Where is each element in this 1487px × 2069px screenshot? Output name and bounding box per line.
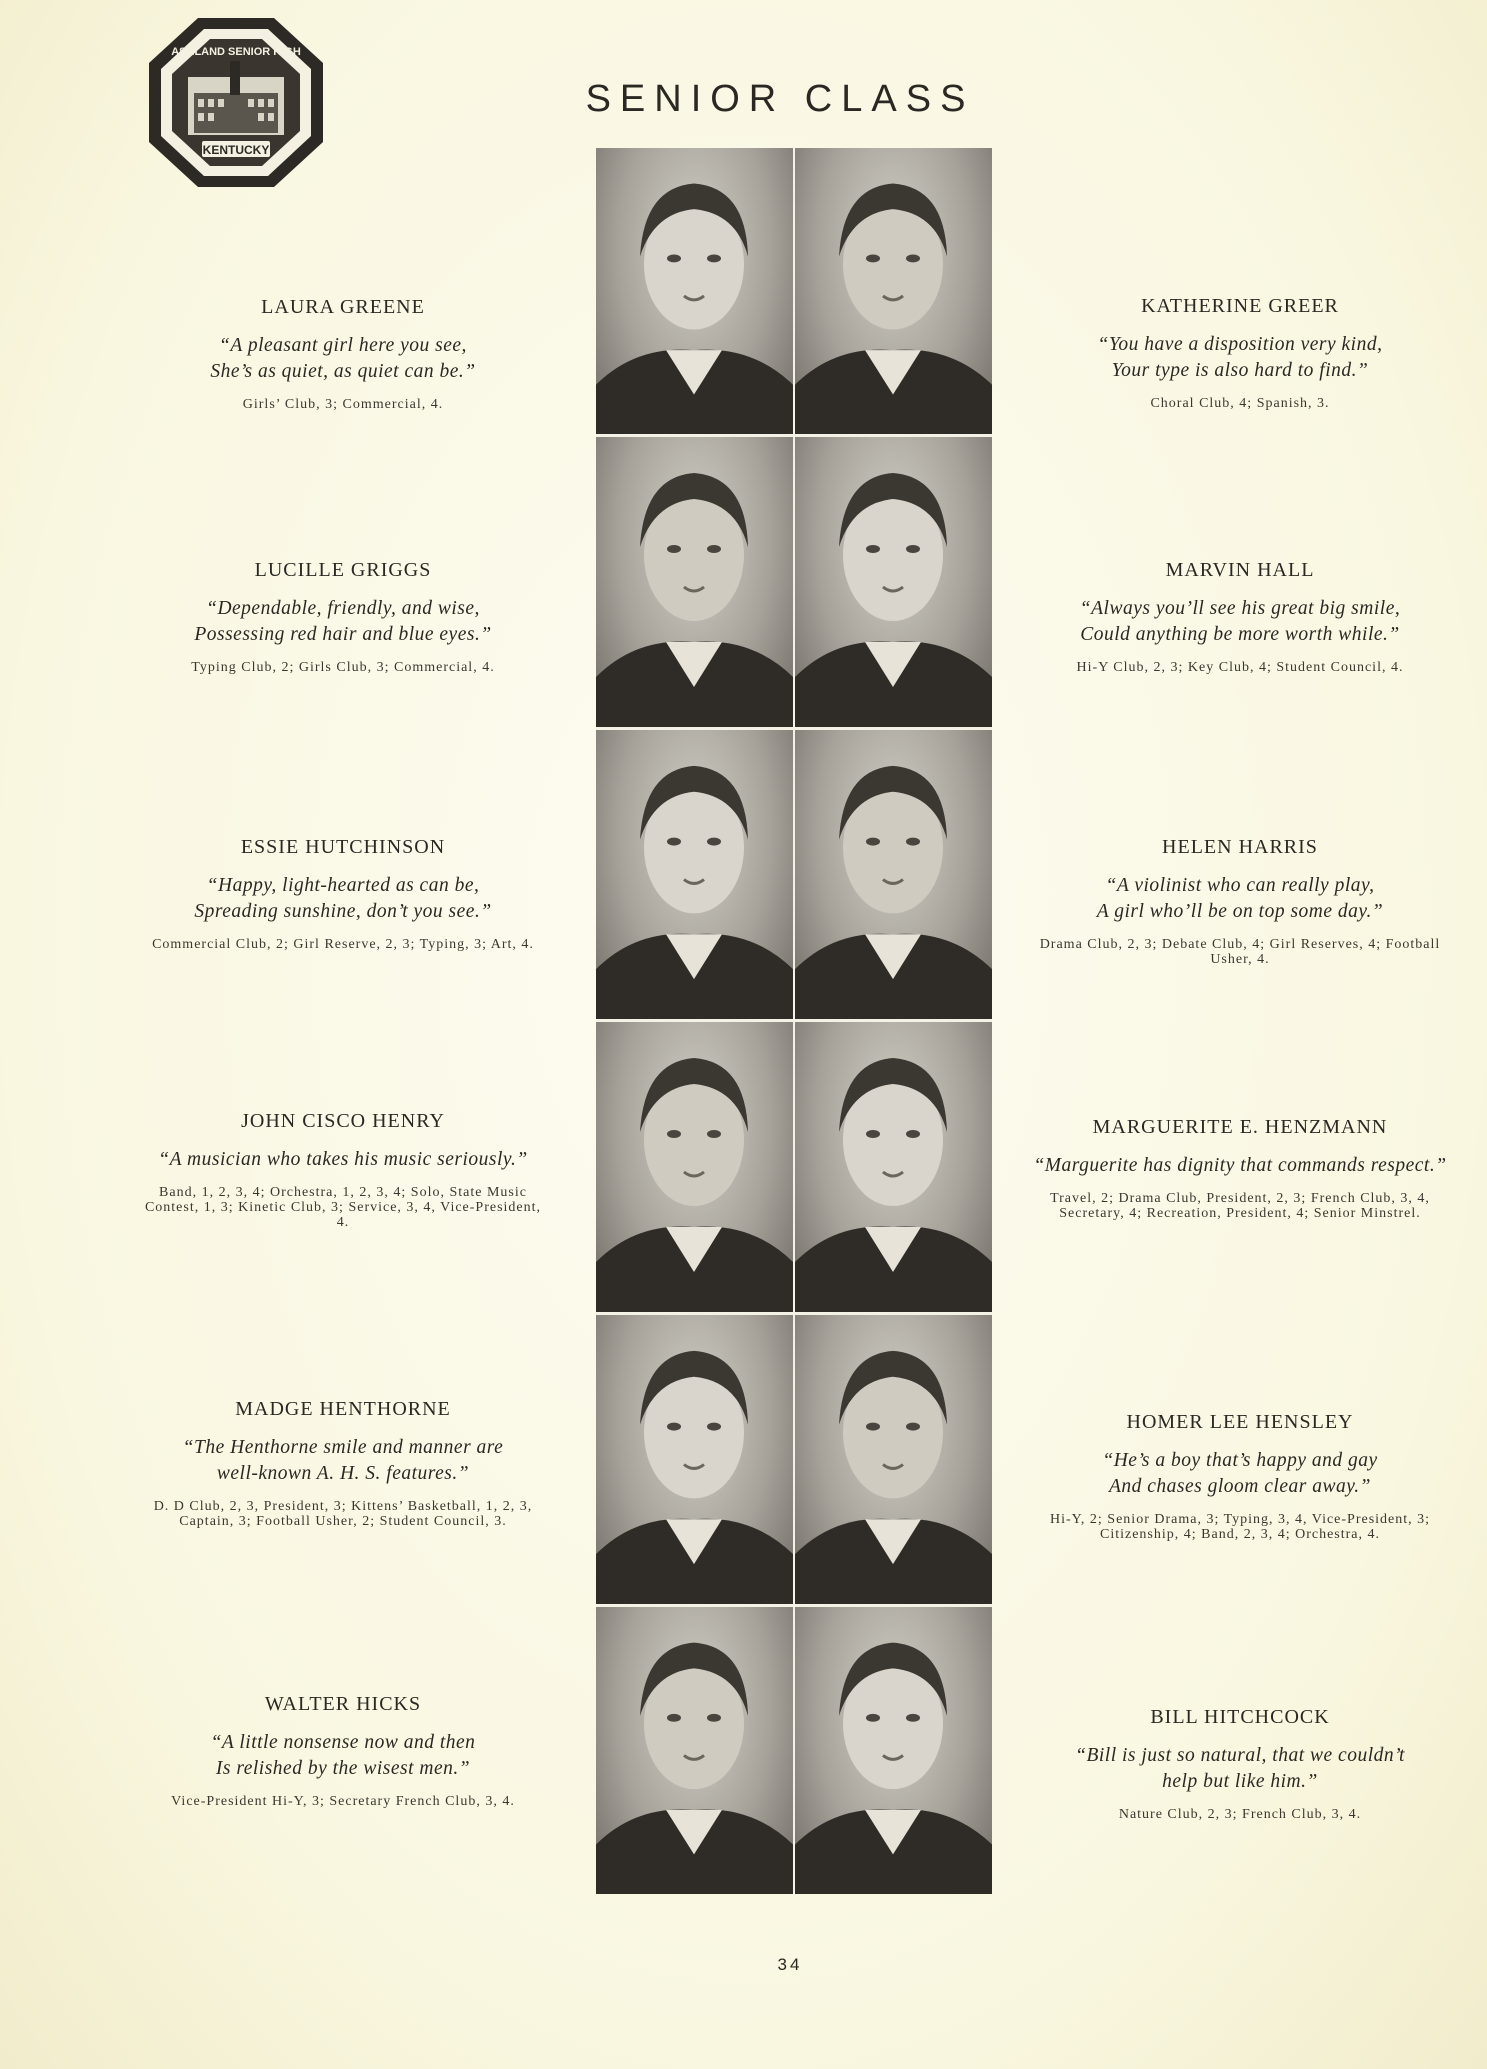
senior-name: MARGUERITE E. HENZMANN	[1092, 1116, 1388, 1138]
senior-quote: “Marguerite has dignity that commands respect.”	[1033, 1155, 1447, 1176]
senior-name: LUCILLE GRIGGS	[254, 559, 432, 581]
portrait-john-cisco-henry	[596, 1022, 793, 1312]
portrait-essie-hutchinson	[596, 730, 793, 1019]
senior-quote: “Happy, light-hearted as can be, Spreading sunshine, don’t you see.”	[194, 875, 492, 922]
portrait-marguerite-henzmann	[795, 1022, 992, 1312]
senior-name: HELEN HARRIS	[1162, 836, 1318, 858]
senior-name: LAURA GREENE	[261, 296, 425, 318]
page-number: 34	[777, 1955, 803, 1974]
portrait-laura-greene	[596, 148, 793, 434]
senior-activities: Vice-President Hi-Y, 3; Secretary French Club, 3, 4.	[171, 1794, 515, 1809]
senior-entry-john-cisco-henry	[133, 1110, 553, 1230]
senior-entry-madge-henthorne	[133, 1398, 553, 1529]
senior-entry-homer-lee-hensley	[1030, 1411, 1450, 1542]
portrait-katherine-greer	[795, 148, 992, 434]
seal-bottom-text: KENTUCKY	[202, 143, 270, 157]
senior-name: WALTER HICKS	[264, 1693, 422, 1715]
school-seal-logo	[146, 15, 326, 190]
senior-quote: “A little nonsense now and then Is relished by the wisest men.”	[210, 1732, 476, 1779]
senior-activities: Travel, 2; Drama Club, President, 2, 3; French Club, 3, 4, Secretary, 4; Recreation, President, 4; Senior Minstrel.	[1050, 1191, 1430, 1221]
senior-activities: Nature Club, 2, 3; French Club, 3, 4.	[1118, 1807, 1362, 1822]
senior-quote: “Bill is just so natural, that we couldn’t help but like him.”	[1075, 1745, 1405, 1792]
senior-entry-marguerite-henzmann	[1030, 1116, 1450, 1221]
senior-activities: Hi-Y Club, 2, 3; Key Club, 4; Student Council, 4.	[1076, 660, 1404, 675]
senior-name: MARVIN HALL	[1165, 559, 1315, 581]
senior-entry-essie-hutchinson	[133, 836, 553, 952]
senior-activities: Girls’ Club, 3; Commercial, 4.	[242, 397, 444, 412]
senior-activities: Choral Club, 4; Spanish, 3.	[1150, 396, 1330, 411]
senior-name: KATHERINE GREER	[1141, 295, 1339, 317]
senior-quote: “He’s a boy that’s happy and gay And chases gloom clear away.”	[1102, 1450, 1378, 1497]
senior-entry-lucille-griggs	[133, 559, 553, 675]
senior-activities: Commercial Club, 2; Girl Reserve, 2, 3; Typing, 3; Art, 4.	[152, 937, 534, 952]
senior-quote: “You have a disposition very kind, Your type is also hard to find.”	[1097, 334, 1383, 381]
portrait-grid	[596, 148, 992, 1892]
portrait-marvin-hall	[795, 437, 992, 727]
senior-quote: “A pleasant girl here you see, She’s as quiet, as quiet can be.”	[210, 335, 476, 382]
senior-entry-walter-hicks	[133, 1693, 553, 1809]
senior-activities: Typing Club, 2; Girls Club, 3; Commercial, 4.	[191, 660, 495, 675]
senior-name: JOHN CISCO HENRY	[241, 1110, 445, 1132]
portrait-helen-harris	[795, 730, 992, 1019]
senior-quote: “A musician who takes his music seriously.”	[158, 1149, 528, 1170]
senior-activities: D. D Club, 2, 3, President, 3; Kittens’ Basketball, 1, 2, 3, Captain, 3; Football Usher, 2; Student Council, 3.	[153, 1499, 533, 1529]
senior-name: HOMER LEE HENSLEY	[1126, 1411, 1354, 1433]
senior-quote: “Dependable, friendly, and wise, Possessing red hair and blue eyes.”	[194, 598, 492, 645]
senior-name: BILL HITCHCOCK	[1150, 1706, 1330, 1728]
senior-entry-marvin-hall	[1030, 559, 1450, 675]
page-title: SENIOR CLASS	[585, 78, 975, 120]
senior-name: MADGE HENTHORNE	[235, 1398, 451, 1420]
senior-name: ESSIE HUTCHINSON	[240, 836, 446, 858]
senior-activities: Drama Club, 2, 3; Debate Club, 4; Girl Reserves, 4; Football Usher, 4.	[1039, 937, 1441, 967]
portrait-homer-lee-hensley	[795, 1315, 992, 1604]
senior-entry-bill-hitchcock	[1030, 1706, 1450, 1822]
senior-entry-katherine-greer	[1030, 295, 1450, 411]
portrait-madge-henthorne	[596, 1315, 793, 1604]
seal-top-text: ASHLAND SENIOR HIGH	[171, 46, 301, 58]
senior-entry-helen-harris	[1030, 836, 1450, 967]
senior-entry-laura-greene	[133, 296, 553, 412]
senior-activities: Hi-Y, 2; Senior Drama, 3; Typing, 3, 4, Vice-President, 3; Citizenship, 4; Band, 2, 3, 4; Orchestra, 4.	[1049, 1512, 1431, 1542]
senior-quote: “Always you’ll see his great big smile, Could anything be more worth while.”	[1079, 598, 1401, 645]
portrait-bill-hitchcock	[795, 1607, 992, 1894]
senior-activities: Band, 1, 2, 3, 4; Orchestra, 1, 2, 3, 4; Solo, State Music Contest, 1, 3; Kinetic Club, 3; Service, 3, 4, Vice-President, 4.	[144, 1185, 542, 1230]
senior-quote: “The Henthorne smile and manner are well-known A. H. S. features.”	[182, 1437, 504, 1484]
portrait-walter-hicks	[596, 1607, 793, 1894]
portrait-lucille-griggs	[596, 437, 793, 727]
senior-quote: “A violinist who can really play, A girl who’ll be on top some day.”	[1096, 875, 1384, 922]
